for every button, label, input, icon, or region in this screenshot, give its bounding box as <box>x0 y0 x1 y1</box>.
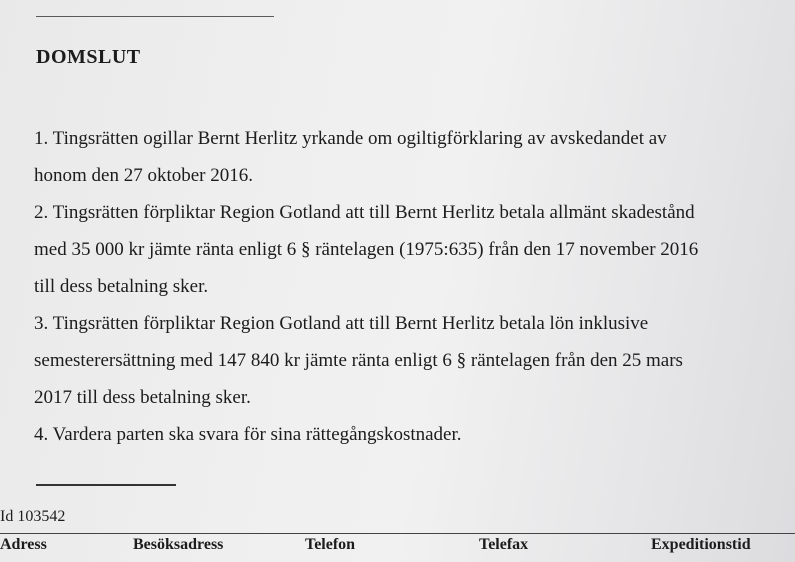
judgment-text <box>34 120 794 453</box>
footer-divider <box>0 533 795 534</box>
footer-col-office-hours: Expeditionstid <box>651 536 751 553</box>
bottom-divider <box>36 484 176 486</box>
text-line: 3. Tingsrätten förpliktar Region Gotland att till Bernt Herlitz betala lön inklusive <box>34 313 649 334</box>
text-line: till dess betalning sker. <box>34 276 209 297</box>
footer-col-visiting-address: Besöksadress <box>133 536 224 553</box>
text-line: 2. Tingsrätten förpliktar Region Gotland att till Bernt Herlitz betala allmänt skadestånd <box>34 202 695 223</box>
footer-col-fax: Telefax <box>479 536 529 553</box>
footer-col-phone: Telefon <box>305 536 356 553</box>
text-line: 1. Tingsrätten ogillar Bernt Herlitz yrkande om ogiltigförklaring av avskedandet av <box>34 128 667 149</box>
text-line: med 35 000 kr jämte ränta enligt 6 § räntelagen (1975:635) från den 17 november 2016 <box>34 239 699 260</box>
top-divider <box>36 16 274 17</box>
text-line: semesterersättning med 147 840 kr jämte ränta enligt 6 § räntelagen från den 25 mars <box>34 350 683 371</box>
footer-col-address: Adress <box>0 536 47 553</box>
text-line: 4. Vardera parten ska svara för sina rättegångskostnader. <box>34 424 462 445</box>
section-heading: DOMSLUT <box>36 46 141 68</box>
text-line: 2017 till dess betalning sker. <box>34 387 251 408</box>
document-id: Id 103542 <box>0 508 66 525</box>
text-line: honom den 27 oktober 2016. <box>34 165 254 186</box>
